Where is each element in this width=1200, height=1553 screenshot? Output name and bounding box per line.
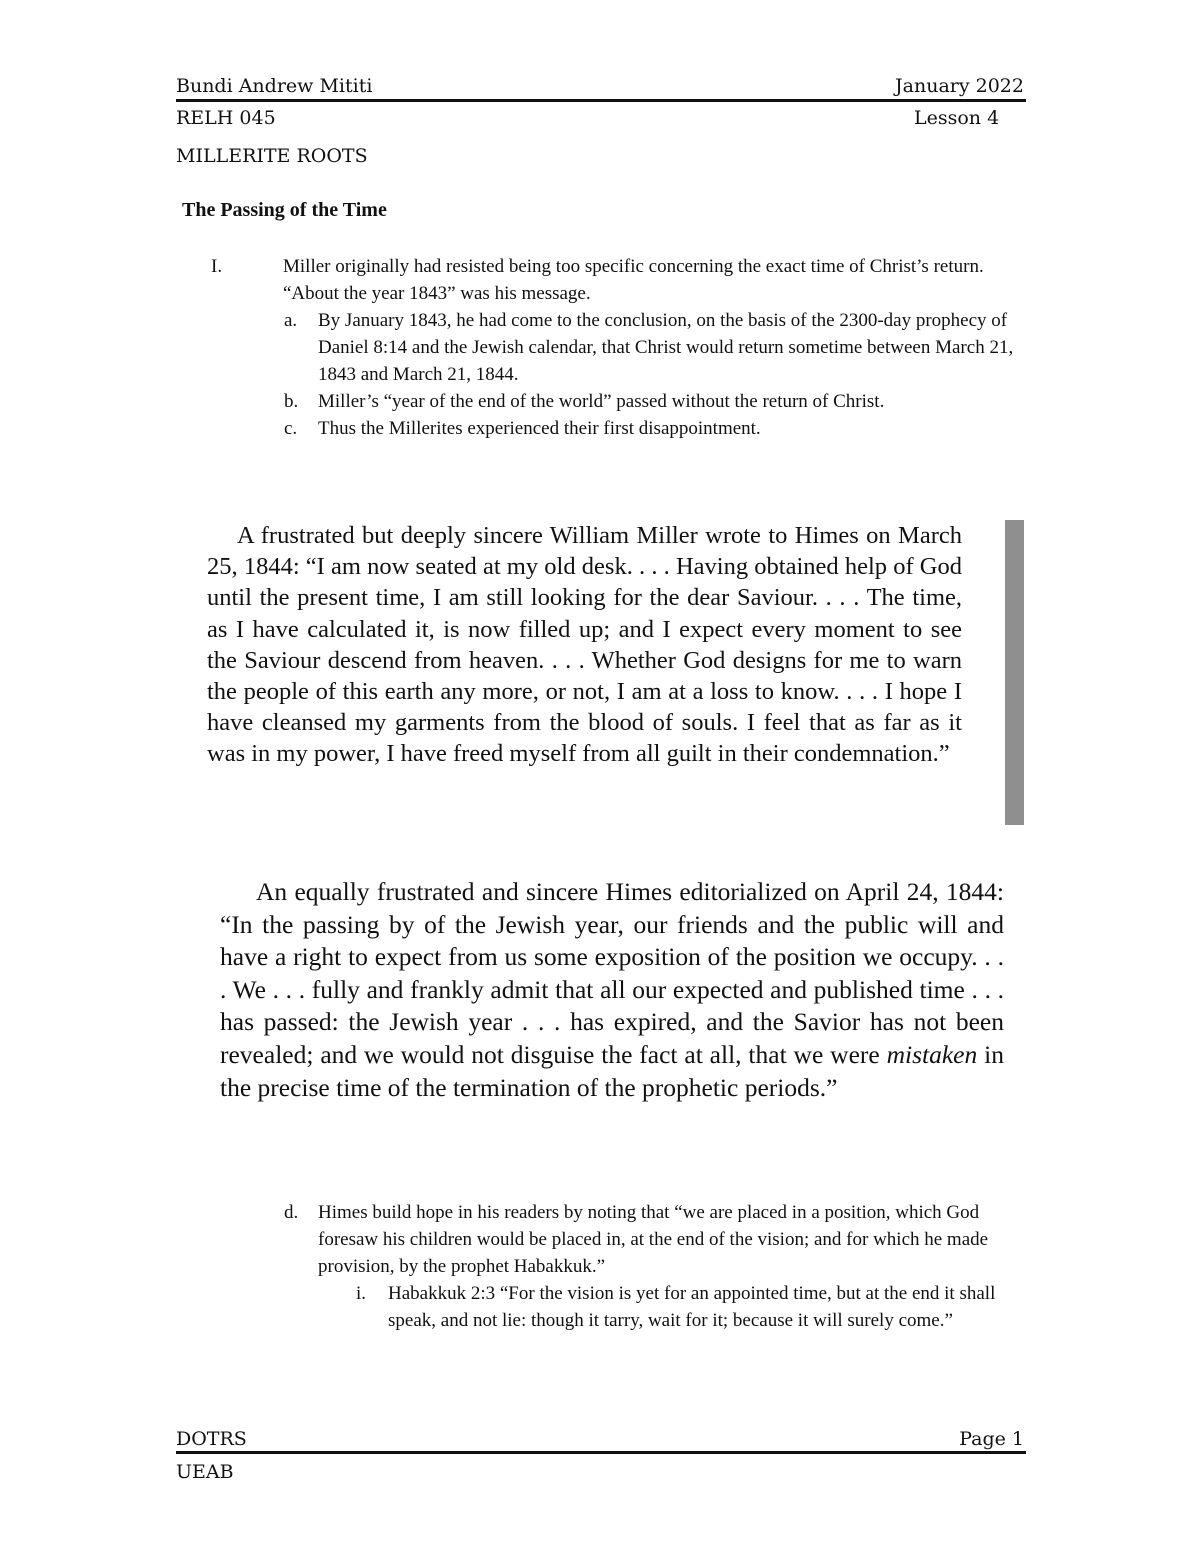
outline-marker: c. [284,418,298,439]
outline-subitem-d [284,1199,1026,1280]
outline-text: Miller originally had resisted being too specific concerning the exact time of Christ’s return. “About the year 1843” was his message. [283,256,984,304]
footer-left: DOTRS [176,1428,247,1450]
quote-himes [220,876,1004,1104]
outline-marker: b. [284,391,299,412]
outline-text: Miller’s “year of the end of the world” passed without the return of Christ. [318,391,885,412]
outline-subitem-c [284,415,1026,442]
quote-himes-emphasis: mistaken [886,1039,978,1069]
header-course: RELH 045 [176,107,276,129]
outline-text: By January 1843, he had come to the conclusion, on the basis of the 2300-day prophecy of Daniel 8:14 and the Jewish calendar, that Christ would return sometime between March 21, 1843 and March 21, 1844. [318,310,1014,385]
outline-marker: I. [211,256,223,277]
outline-marker: d. [284,1202,299,1223]
section-title: The Passing of the Time [182,199,387,221]
header-topic: MILLERITE ROOTS [176,145,368,167]
header-date: January 2022 [895,75,1024,97]
outline-item-1 [211,253,1026,307]
header-rule [176,99,1026,102]
sidebar-bar [1005,520,1024,825]
outline-marker: i. [356,1283,367,1304]
outline-subitem-b [284,388,1026,415]
footer-institution: UEAB [176,1461,234,1483]
header-lesson: Lesson 4 [914,107,1000,129]
outline-text: Thus the Millerites experienced their first disappointment. [318,418,761,439]
outline-text: Himes build hope in his readers by noting that “we are placed in a position, which God foresaw his children would be placed in, at the end of the vision; and for which he made provision, by the prophet Habakkuk.” [318,1202,989,1277]
outline-text: Habakkuk 2:3 “For the vision is yet for an appointed time, but at the end it shall speak, and not lie: though it tarry, wait for it; because it will surely come.” [388,1283,996,1331]
outline-subitem-a [284,307,1026,388]
outline-marker: a. [284,310,298,331]
footer-page-number: Page 1 [959,1428,1024,1450]
quote-himes-text-end: in the precise time of the termination of the prophetic periods.” [220,1039,1004,1102]
quote-himes-text: An equally frustrated and sincere Himes editorialized on April 24, 1844: “In the passing by of the Jewish year, our friends and the public will and have a right to expect from us some exposition of the position we occupy. . . . We . . . fully and frankly admit that all our expected and published time . . . has passed: the Jewish year . . . has expired, and the Savior has not been revealed; and we would not disguise the fact at all, that we were [220,877,1004,1069]
header-author: Bundi Andrew Mititi [176,75,373,97]
outline-subitem-i [356,1280,1026,1334]
quote-miller: A frustrated but deeply sincere William Miller wrote to Himes on March 25, 1844: “I am now seated at my old desk. . . . Having obtained help of God until the present time, I am still looking for the dear Saviour. . . . The time, as I have calculated it, is now filled up; and I expect every moment to see the Saviour descend from heaven. . . . Whether God designs for me to warn the people of this earth any more, or not, I am at a loss to know. . . . I hope I have cleansed my garments from the blood of souls. I feel that as far as it was in my power, I have freed myself from all guilt in their condemnation.” [207,522,962,768]
footer-rule [176,1451,1026,1454]
